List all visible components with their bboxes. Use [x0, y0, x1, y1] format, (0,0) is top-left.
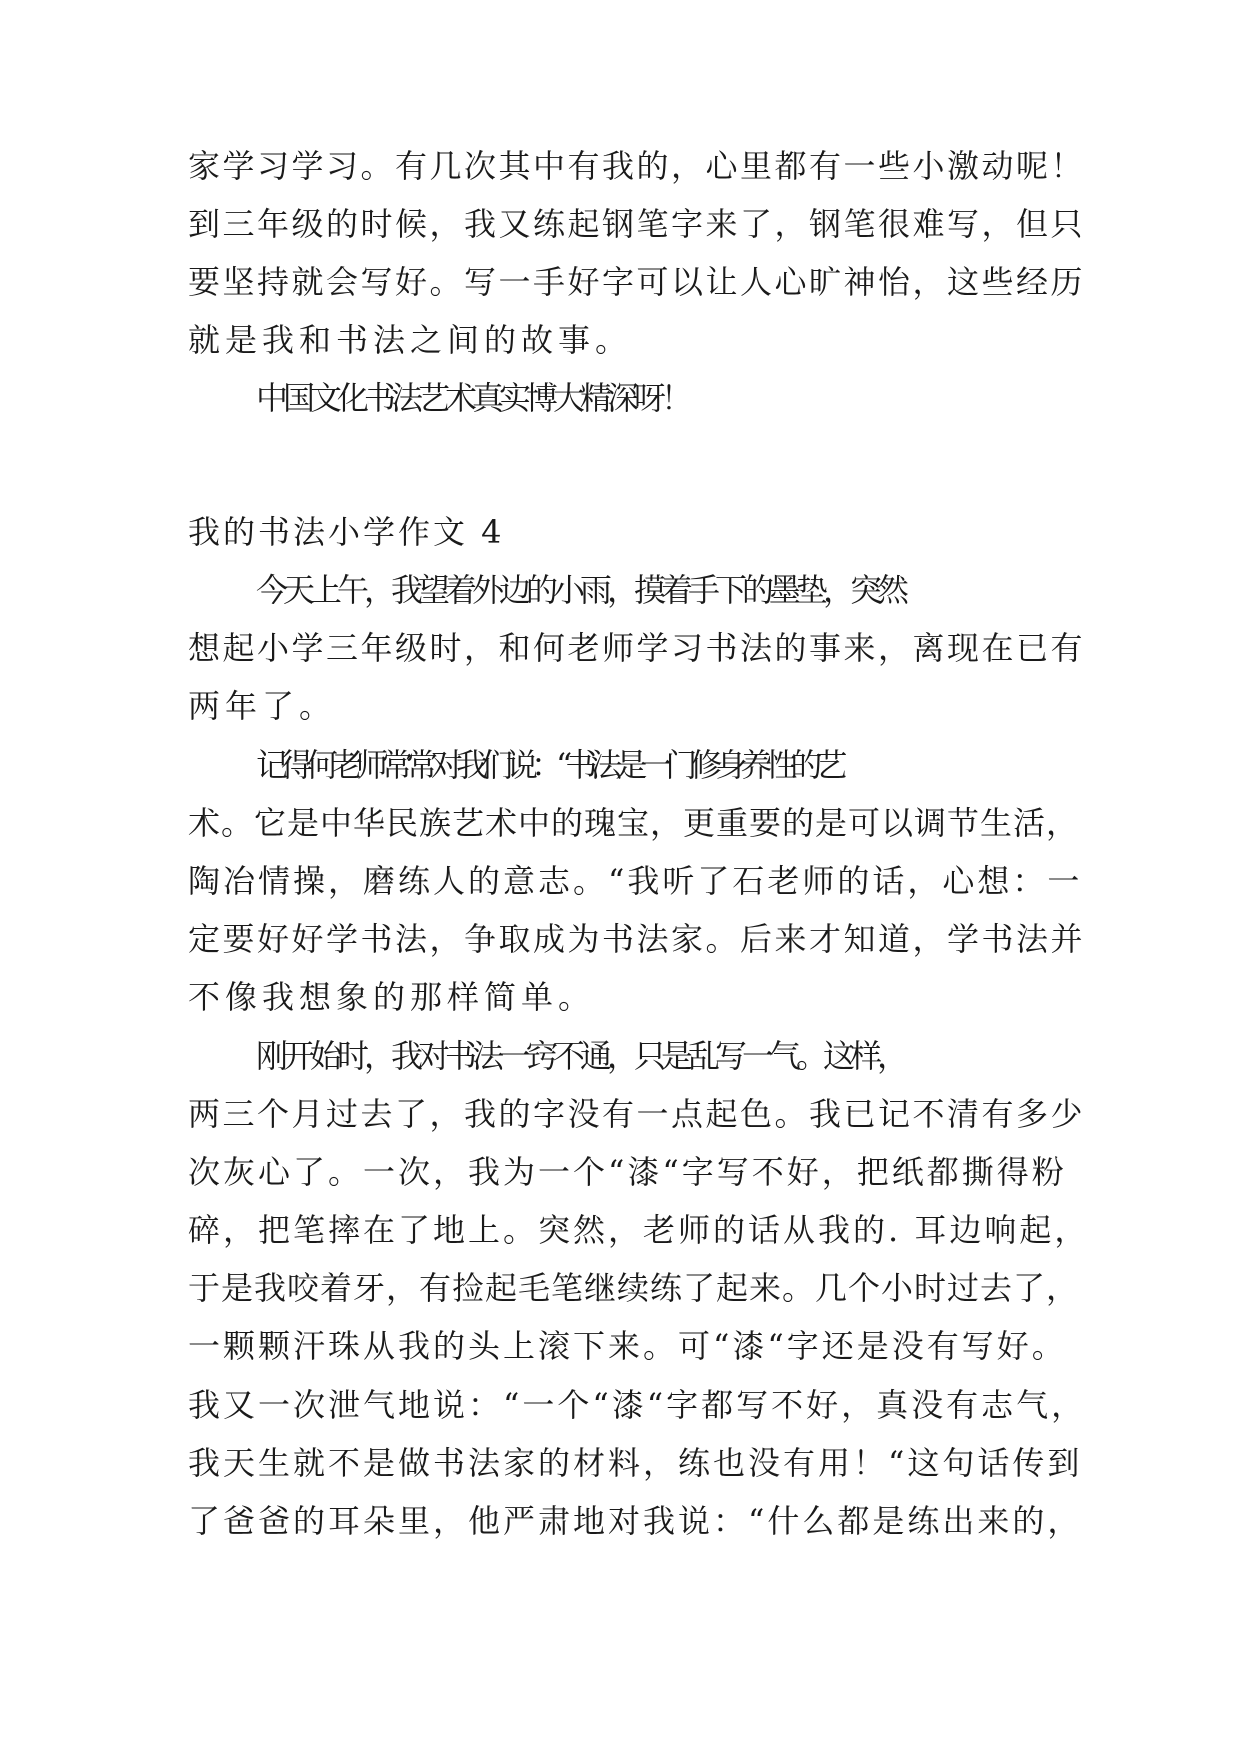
- paragraph-line: 不像我想象的那样简单。: [188, 978, 596, 1016]
- paragraph-line: 家学习学习。有几次其中有我的，心里都有一些小激动呢！: [188, 147, 1086, 185]
- paragraph-line: 术。它是中华民族艺术中的瑰宝，更重要的是可以调节生活，: [188, 804, 1080, 842]
- paragraph-line: 要坚持就会写好。写一手好字可以让人心旷神怡，这些经历: [188, 263, 1086, 301]
- paragraph-line: 今天上午，我望着外边的小雨，摸着手下的墨垫，突然: [256, 571, 905, 609]
- paragraph-line: 刚开始时，我对书法一窍不通，只是乱写一气。这样，: [256, 1037, 905, 1075]
- paragraph-line: 了爸爸的耳朵里，他严肃地对我说：“什么都是练出来的，: [188, 1502, 1083, 1540]
- section-heading: 我的书法小学作文 4: [188, 513, 505, 551]
- paragraph-line: 想起小学三年级时，和何老师学习书法的事来，离现在已有: [188, 629, 1086, 667]
- paragraph-line: 记得何老师常常对我们说：“书法是一门修身养性的艺: [256, 746, 841, 784]
- paragraph-line: 就是我和书法之间的故事。: [188, 321, 633, 359]
- paragraph-line: 定要好好学书法，争取成为书法家。后来才知道，学书法并: [188, 920, 1086, 958]
- paragraph-line: 我天生就不是做书法家的材料，练也没有用！“这句话传到: [188, 1444, 1083, 1482]
- paragraph-line: 于是我咬着牙，有捡起毛笔继续练了起来。几个小时过去了，: [188, 1269, 1080, 1307]
- paragraph-line: 一颗颗汗珠从我的头上滚下来。可“漆“字还是没有写好。: [188, 1327, 1067, 1365]
- paragraph-line: 次灰心了。一次，我为一个“漆“字写不好，把纸都撕得粉: [188, 1153, 1067, 1191]
- paragraph-line: 我又一次泄气地说：“一个“漆“字都写不好，真没有志气，: [188, 1386, 1087, 1424]
- paragraph-line: 到三年级的时候，我又练起钢笔字来了，钢笔很难写，但只: [188, 205, 1086, 243]
- paragraph-line: 中国文化书法艺术真实博大精深呀！: [256, 379, 689, 417]
- paragraph-line: 两三个月过去了，我的字没有一点起色。我已记不清有多少: [188, 1095, 1086, 1133]
- paragraph-line: 两年了。: [188, 687, 337, 725]
- paragraph-line: 陶冶情操，磨练人的意志。“我听了石老师的话，心想：一: [188, 862, 1083, 900]
- paragraph-line: 碎，把笔摔在了地上。突然，老师的话从我的. 耳边响起，: [188, 1211, 1090, 1249]
